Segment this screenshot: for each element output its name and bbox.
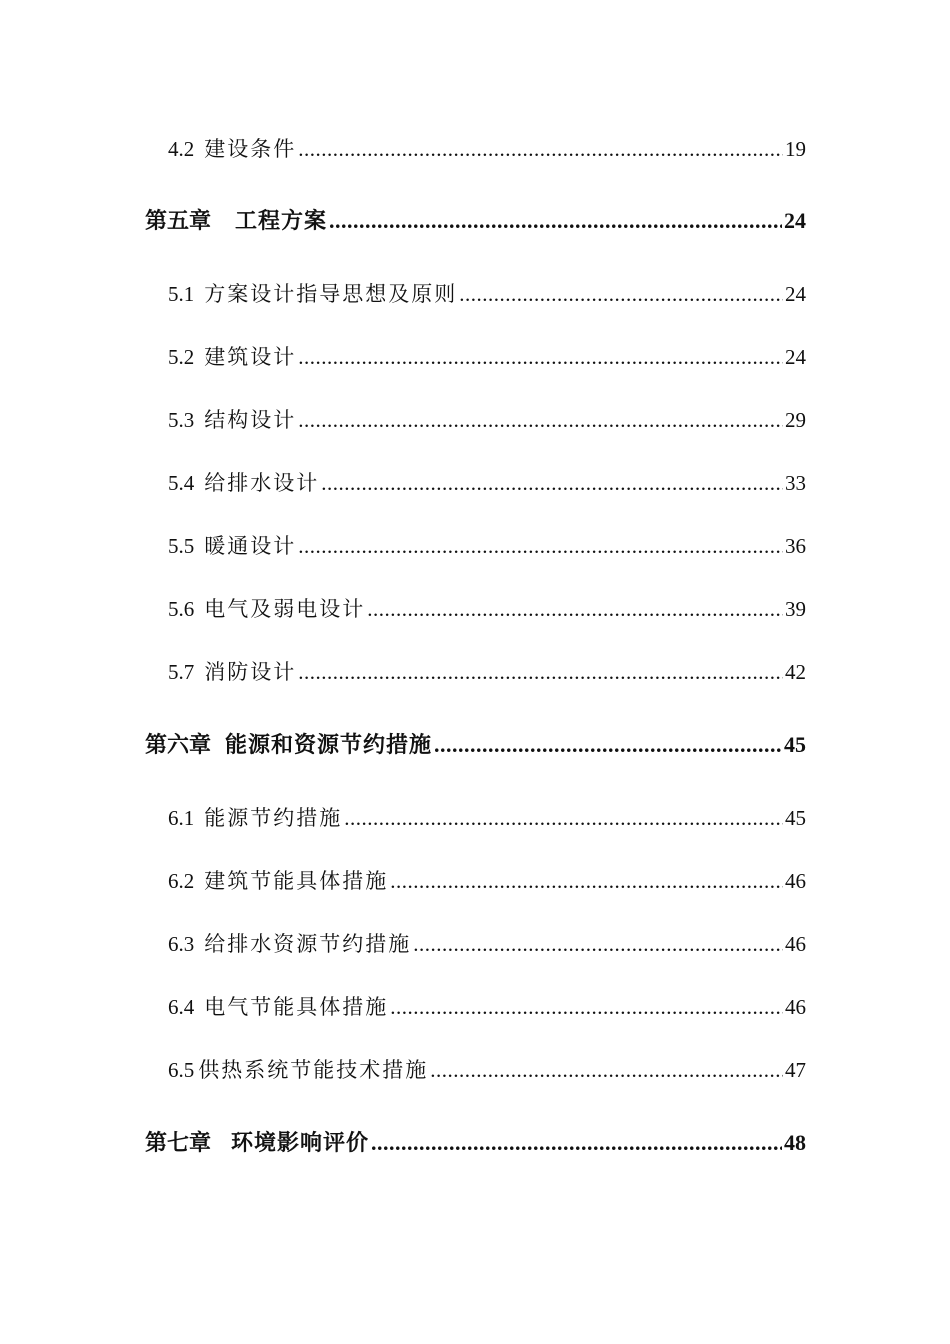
dot-leader: [344, 803, 783, 833]
dot-leader: [390, 866, 783, 896]
toc-entry-5-3[interactable]: [168, 405, 806, 435]
page-number: 45: [784, 732, 806, 757]
toc-entry-label: 6.4 电气节能具体措施: [168, 995, 389, 1019]
dot-leader: [430, 1055, 783, 1085]
dot-leader: [329, 206, 782, 236]
dot-leader: [298, 405, 783, 435]
toc-entry-label: 6.3 给排水资源节约措施: [168, 932, 412, 956]
toc-entry-5-5[interactable]: [168, 531, 806, 561]
dot-leader: [390, 992, 783, 1022]
toc-entry-5-4[interactable]: [168, 468, 806, 498]
dot-leader: [367, 594, 783, 624]
toc-entry-label: 6.1 能源节约措施: [168, 806, 343, 830]
toc-entry-6-1[interactable]: [168, 803, 806, 833]
dot-leader: [298, 342, 783, 372]
toc-entry-5-2[interactable]: [168, 342, 806, 372]
page-number: 47: [785, 1058, 806, 1082]
toc-entry-label: 第六章 能源和资源节约措施: [145, 732, 433, 757]
dot-leader: [413, 929, 783, 959]
page-number: 46: [785, 869, 806, 893]
page-number: 42: [785, 660, 806, 684]
dot-leader: [459, 279, 783, 309]
toc-entry-label: 5.4 给排水设计: [168, 471, 320, 495]
toc-entry-label: 5.2 建筑设计: [168, 345, 297, 369]
page-number: 45: [785, 806, 806, 830]
page-number: 33: [785, 471, 806, 495]
page-number: 29: [785, 408, 806, 432]
page-number: 48: [784, 1130, 806, 1155]
page-number: 24: [785, 345, 806, 369]
page-number: 46: [785, 932, 806, 956]
toc-entry-label: 5.5 暖通设计: [168, 534, 297, 558]
page-number: 46: [785, 995, 806, 1019]
dot-leader: [298, 531, 783, 561]
toc-entry-label: 5.3 结构设计: [168, 408, 297, 432]
page-number: 36: [785, 534, 806, 558]
dot-leader: [371, 1128, 782, 1158]
dot-leader: [434, 730, 782, 760]
toc-entry-label: 6.2 建筑节能具体措施: [168, 869, 389, 893]
toc-entry-6-5[interactable]: [168, 1055, 806, 1085]
toc-entry-6-4[interactable]: [168, 992, 806, 1022]
toc-entry-4-2[interactable]: [168, 134, 806, 164]
toc-entry-label: 6.5 供热系统节能技术措施: [168, 1058, 429, 1082]
toc-entry-label: 5.7 消防设计: [168, 660, 297, 684]
toc-entry-label: 第七章 环境影响评价: [145, 1130, 370, 1155]
toc-entry-5-1[interactable]: [168, 279, 806, 309]
toc-entry-6-2[interactable]: [168, 866, 806, 896]
page-number: 19: [785, 137, 806, 161]
dot-leader: [321, 468, 783, 498]
page-number: 24: [785, 282, 806, 306]
toc-entry-label: 5.1 方案设计指导思想及原则: [168, 282, 458, 306]
page-number: 39: [785, 597, 806, 621]
dot-leader: [298, 657, 783, 687]
toc-chapter-7[interactable]: [145, 1128, 806, 1158]
toc-entry-6-3[interactable]: [168, 929, 806, 959]
page-number: 24: [784, 208, 806, 233]
toc-entry-label: 第五章 工程方案: [145, 208, 328, 233]
dot-leader: [298, 134, 783, 164]
toc-entry-label: 5.6 电气及弱电设计: [168, 597, 366, 621]
toc-entry-5-7[interactable]: [168, 657, 806, 687]
toc-entry-5-6[interactable]: [168, 594, 806, 624]
toc-chapter-6[interactable]: [145, 730, 806, 760]
toc-entry-label: 4.2 建设条件: [168, 137, 297, 161]
toc-chapter-5[interactable]: [145, 206, 806, 236]
